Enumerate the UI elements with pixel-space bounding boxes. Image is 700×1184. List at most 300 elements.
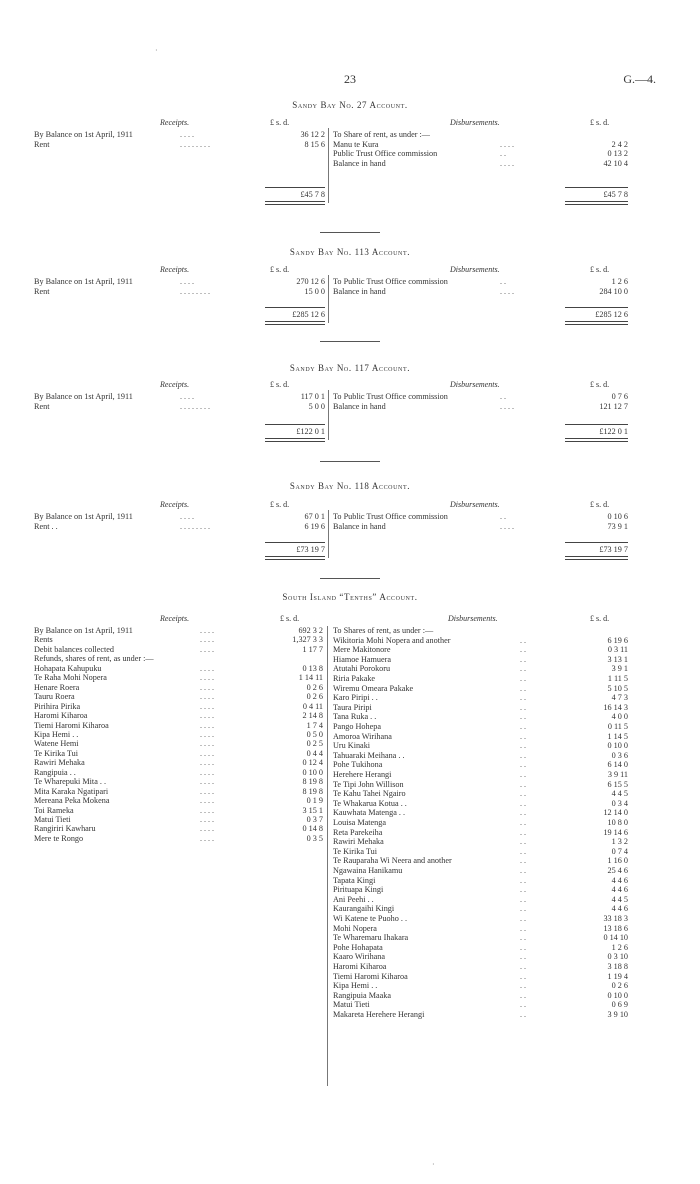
receipt-amount: 8 19 8 xyxy=(302,786,323,796)
total-double-rule xyxy=(565,201,628,205)
disbursement-line: Public Trust Office commission xyxy=(333,149,438,159)
disbursement-amount: 0 3 10 xyxy=(607,952,628,962)
lsd-header: £ s. d. xyxy=(280,614,300,623)
disbursement-leader: . . xyxy=(520,645,526,655)
disbursement-line: Reta Parekeiha xyxy=(333,827,383,837)
receipt-leader: . . . . xyxy=(200,777,214,787)
receipt-leader: . . . . xyxy=(200,729,214,739)
disbursement-amount: 121 12 7 xyxy=(599,401,628,411)
account-title: Sandy Bay No. 118 Account. xyxy=(289,481,411,491)
receipts-header: Receipts. xyxy=(160,118,190,127)
disbursement-leader: . . xyxy=(520,741,526,751)
lsd-header: £ s. d. xyxy=(270,500,290,509)
section-divider xyxy=(320,461,380,462)
disbursement-line: Manu te Kura xyxy=(333,139,379,149)
disbursement-line: Tana Ruka . . xyxy=(333,712,377,722)
disbursement-leader: . . . . xyxy=(500,401,514,411)
receipt-line: Rangipuia . . xyxy=(34,767,76,777)
receipt-amount: 0 1 9 xyxy=(306,796,323,806)
disbursement-leader: . . . . xyxy=(500,139,514,149)
disbursement-line: Herehere Herangi xyxy=(333,770,392,779)
disbursement-leader: . . xyxy=(500,149,506,159)
disbursement-amount: 0 3 4 xyxy=(611,798,628,808)
disbursements-header: Disbursements. xyxy=(450,265,500,274)
disbursement-leader: . . xyxy=(520,808,526,818)
receipt-line: Te Raha Mohi Nopera xyxy=(34,673,107,683)
disbursement-amount: 42 10 4 xyxy=(603,158,628,168)
receipt-line: Rent xyxy=(34,139,50,149)
receipt-line: Hohapata Kahupuku xyxy=(34,663,102,673)
section-divider xyxy=(320,578,380,579)
disbursement-amount: 4 4 5 xyxy=(611,789,628,799)
disbursement-line: Kauwhata Matenga . . xyxy=(333,808,406,818)
disbursement-line: Te Whakarua Kotua . . xyxy=(333,798,407,808)
disbursement-line: Rawiri Mehaka xyxy=(333,837,384,847)
disbursement-line: Ani Peehi . . xyxy=(333,894,374,904)
receipt-line: Kipa Hemi . . xyxy=(34,729,79,739)
receipt-line: Matui Tieti xyxy=(34,815,71,824)
disbursement-amount: 25 4 6 xyxy=(607,866,628,875)
receipt-leader: . . . . xyxy=(200,682,214,692)
receipt-leader: . . . . xyxy=(200,815,214,824)
receipts-total: £122 0 1 xyxy=(296,427,325,436)
column-divider xyxy=(327,626,328,1086)
total-rule xyxy=(265,542,325,543)
disbursement-amount: 0 2 6 xyxy=(611,981,628,991)
receipt-amount: 3 15 1 xyxy=(302,805,323,815)
receipt-leader: . . . . . . . . xyxy=(180,286,210,296)
receipt-amount: 8 19 8 xyxy=(302,777,323,787)
disbursement-leader: . . xyxy=(520,827,526,837)
disbursement-line: Mohi Nopera xyxy=(333,923,377,933)
receipt-leader: . . . . . . . . xyxy=(180,521,210,531)
receipt-leader: . . . . xyxy=(200,767,214,777)
receipt-leader: . . . . xyxy=(200,758,214,768)
disbursement-amount: 3 9 1 xyxy=(611,664,628,674)
disbursement-leader: . . xyxy=(520,914,526,923)
disbursement-line: Wi Katene te Puoho . . xyxy=(333,914,408,923)
receipt-line: Haromi Kiharoa xyxy=(34,711,88,721)
disbursement-leader: . . xyxy=(520,760,526,770)
receipt-line: By Balance on 1st April, 1911 xyxy=(34,626,133,635)
disbursement-amount: 3 18 8 xyxy=(607,962,628,971)
disbursement-line: Te Kahu Tahei Ngairo xyxy=(333,789,406,799)
disbursement-amount: 4 4 6 xyxy=(611,885,628,895)
page-speck: · xyxy=(432,1160,435,1169)
disbursement-leader: . . xyxy=(520,962,526,971)
disbursement-leader: . . xyxy=(520,683,526,693)
receipt-amount: 0 13 8 xyxy=(302,663,323,673)
receipt-leader: . . . . xyxy=(200,626,214,635)
receipt-leader: . . . . xyxy=(200,824,214,834)
disbursement-leader: . . xyxy=(520,990,526,1000)
total-double-rule xyxy=(265,438,325,442)
disbursement-amount: 16 14 3 xyxy=(603,702,628,712)
section-divider xyxy=(320,341,380,342)
disbursement-leader: . . xyxy=(520,846,526,856)
document-reference: G.—4. xyxy=(623,72,656,86)
disbursement-leader: . . xyxy=(520,904,526,914)
disbursement-amount: 1 2 6 xyxy=(611,942,628,952)
total-double-rule xyxy=(565,321,628,325)
disbursement-leader: . . xyxy=(520,798,526,808)
disbursement-amount: 6 19 6 xyxy=(607,635,628,645)
account-title: Sandy Bay No. 27 Account. xyxy=(292,100,408,110)
disbursement-leader: . . xyxy=(520,789,526,799)
disbursement-amount: 1 19 4 xyxy=(607,971,628,981)
account-title: Sandy Bay No. 117 Account. xyxy=(289,363,411,373)
disbursement-amount: 0 11 5 xyxy=(607,722,628,731)
disbursement-line: Rangipuia Maaka xyxy=(333,990,391,1000)
disbursement-amount: 3 9 10 xyxy=(607,1010,628,1019)
receipt-line: Rangiriri Kawharu xyxy=(34,824,96,834)
receipt-leader: . . . . xyxy=(200,635,214,645)
total-rule xyxy=(565,307,628,308)
receipt-leader: . . . . xyxy=(180,392,194,401)
disbursement-leader: . . xyxy=(520,674,526,683)
lsd-header: £ s. d. xyxy=(590,500,610,509)
disbursement-line: To Shares of rent, as under :— xyxy=(333,626,434,635)
total-rule xyxy=(565,187,628,188)
disbursement-amount: 0 3 6 xyxy=(611,750,628,760)
receipt-amount: 1,327 3 3 xyxy=(292,635,323,645)
disbursement-leader: . . xyxy=(500,277,506,286)
receipt-amount: 0 2 5 xyxy=(306,739,323,749)
receipt-leader: . . . . xyxy=(200,720,214,730)
disbursement-line: Kaaro Wirihana xyxy=(333,952,386,962)
disbursement-leader: . . xyxy=(520,664,526,674)
disbursement-line: Haromi Kiharoa xyxy=(333,962,387,971)
receipt-line: Refunds, shares of rent, as under :— xyxy=(34,654,154,664)
receipt-amount: 0 14 8 xyxy=(302,824,323,834)
receipt-line: Rawiri Mehaka xyxy=(34,758,85,768)
disbursement-line: Pohe Hohapata xyxy=(333,942,383,952)
disbursements-header: Disbursements. xyxy=(450,380,500,389)
disbursement-amount: 13 18 6 xyxy=(603,923,628,933)
disbursement-leader: . . xyxy=(520,933,526,943)
receipt-leader: . . . . xyxy=(200,786,214,796)
lsd-header: £ s. d. xyxy=(590,380,610,389)
disbursement-amount: 6 14 0 xyxy=(607,760,628,770)
receipt-amount: 15 0 0 xyxy=(304,286,325,296)
disbursement-amount: 1 16 0 xyxy=(607,856,628,866)
lsd-header: £ s. d. xyxy=(270,118,290,127)
receipt-line: Rent . . xyxy=(34,521,58,531)
disbursement-leader: . . xyxy=(520,779,526,789)
disbursement-leader: . . xyxy=(520,971,526,981)
disbursement-line: To Share of rent, as under :— xyxy=(333,130,430,139)
account-title: Sandy Bay No. 113 Account. xyxy=(289,247,411,257)
disbursement-amount: 4 4 5 xyxy=(611,894,628,904)
disbursement-leader: . . xyxy=(520,952,526,962)
receipts-header: Receipts. xyxy=(160,380,190,389)
disbursement-amount: 5 10 5 xyxy=(607,683,628,693)
receipt-line: By Balance on 1st April, 1911 xyxy=(34,277,133,286)
receipt-line: Tiemi Haromi Kiharoa xyxy=(34,720,109,730)
disbursement-leader: . . xyxy=(520,770,526,779)
receipt-leader: . . . . xyxy=(200,739,214,749)
disbursement-amount: 0 10 6 xyxy=(607,512,628,521)
page-speck: · xyxy=(155,46,158,55)
disbursement-amount: 2 4 2 xyxy=(611,139,628,149)
receipt-line: By Balance on 1st April, 1911 xyxy=(34,130,133,139)
disbursements-total: £45 7 8 xyxy=(603,190,628,199)
disbursement-line: Ngawaina Hanikamu xyxy=(333,866,403,875)
column-divider xyxy=(328,128,329,203)
receipt-amount: 8 15 6 xyxy=(304,139,325,149)
disbursement-line: Taura Piripi xyxy=(333,702,372,712)
disbursement-line: Karo Piripi . . xyxy=(333,693,378,703)
lsd-header: £ s. d. xyxy=(590,614,610,623)
receipt-amount: 0 2 6 xyxy=(306,692,323,702)
lsd-header: £ s. d. xyxy=(590,265,610,274)
receipt-line: Mereana Peka Mokena xyxy=(34,796,110,806)
lsd-header: £ s. d. xyxy=(590,118,610,127)
page-number: 23 xyxy=(344,72,356,86)
receipt-line: Watene Hemi xyxy=(34,739,79,749)
disbursement-amount: 4 4 6 xyxy=(611,875,628,885)
disbursement-line: Balance in hand xyxy=(333,286,386,296)
total-double-rule xyxy=(265,201,325,205)
disbursement-leader: . . xyxy=(520,856,526,866)
receipt-leader: . . . . xyxy=(180,130,194,139)
disbursement-amount: 284 10 0 xyxy=(599,286,628,296)
disbursement-line: Hiamoe Hamuera xyxy=(333,654,391,664)
disbursement-line: Wikitoria Mohi Nopera and another xyxy=(333,635,451,645)
disbursements-header: Disbursements. xyxy=(450,500,500,509)
receipt-line: By Balance on 1st April, 1911 xyxy=(34,512,133,521)
disbursement-amount: 19 14 6 xyxy=(603,827,628,837)
disbursement-line: Amoroa Wirihana xyxy=(333,731,392,741)
disbursement-amount: 1 2 6 xyxy=(611,277,628,286)
receipt-leader: . . . . . . . . xyxy=(180,401,210,411)
lsd-header: £ s. d. xyxy=(270,265,290,274)
disbursement-leader: . . xyxy=(520,1000,526,1010)
receipt-line: Pirihira Pirika xyxy=(34,701,81,711)
disbursement-amount: 4 0 0 xyxy=(611,712,628,722)
receipt-amount: 0 2 6 xyxy=(306,682,323,692)
disbursement-leader: . . xyxy=(500,512,506,521)
disbursement-line: To Public Trust Office commission xyxy=(333,512,448,521)
section-divider xyxy=(320,232,380,233)
disbursement-line: Tiemi Haromi Kiharoa xyxy=(333,971,408,981)
disbursement-leader: . . xyxy=(520,654,526,664)
total-rule xyxy=(265,187,325,188)
receipts-header: Receipts. xyxy=(160,614,190,623)
receipt-amount: 0 10 0 xyxy=(302,767,323,777)
disbursement-amount: 0 10 0 xyxy=(607,741,628,751)
disbursement-amount: 3 9 11 xyxy=(607,770,628,779)
total-rule xyxy=(265,424,325,425)
total-rule xyxy=(565,424,628,425)
disbursements-total: £285 12 6 xyxy=(595,310,628,319)
disbursement-leader: . . xyxy=(520,981,526,991)
disbursements-total: £73 19 7 xyxy=(599,545,628,554)
disbursement-line: Wiremu Omeara Pakake xyxy=(333,683,414,693)
disbursement-amount: 10 8 0 xyxy=(607,818,628,827)
disbursement-amount: 4 4 6 xyxy=(611,904,628,914)
disbursement-amount: 1 11 5 xyxy=(607,674,628,683)
receipt-line: Toi Rameka xyxy=(34,805,74,815)
total-double-rule xyxy=(265,321,325,325)
receipts-total: £45 7 8 xyxy=(300,190,325,199)
disbursements-total: £122 0 1 xyxy=(599,427,628,436)
disbursement-line: Mere Makitonore xyxy=(333,645,391,655)
receipt-line: Rent xyxy=(34,286,50,296)
disbursement-line: Atutahi Porokoru xyxy=(333,664,391,674)
disbursement-line: To Public Trust Office commission xyxy=(333,277,448,286)
receipt-amount: 36 12 2 xyxy=(300,130,325,139)
receipt-line: Rents xyxy=(34,635,53,645)
receipt-leader: . . . . xyxy=(200,748,214,758)
disbursement-line: Kipa Hemi . . xyxy=(333,981,378,991)
receipt-amount: 270 12 6 xyxy=(296,277,325,286)
receipts-total: £73 19 7 xyxy=(296,545,325,554)
total-double-rule xyxy=(265,556,325,560)
receipt-amount: 5 0 0 xyxy=(308,401,325,411)
receipt-leader: . . . . . . . . xyxy=(180,139,210,149)
disbursement-leader: . . . . xyxy=(500,158,514,168)
disbursement-line: Te Kirika Tui xyxy=(333,846,378,856)
receipts-header: Receipts. xyxy=(160,500,190,509)
receipt-leader: . . . . xyxy=(200,673,214,683)
disbursement-amount: 0 7 4 xyxy=(611,846,628,856)
disbursement-line: Balance in hand xyxy=(333,521,386,531)
disbursement-amount: 0 10 0 xyxy=(607,990,628,1000)
disbursement-leader: . . xyxy=(520,702,526,712)
receipt-amount: 1 7 4 xyxy=(306,720,323,730)
disbursement-amount: 73 9 1 xyxy=(607,521,628,531)
disbursement-amount: 0 6 9 xyxy=(611,1000,628,1010)
receipts-total: £285 12 6 xyxy=(292,310,325,319)
disbursement-line: Te Wharemaru Ihakara xyxy=(333,933,409,943)
disbursement-line: Pirituapa Kingi xyxy=(333,885,384,895)
disbursement-amount: 12 14 0 xyxy=(603,808,628,818)
receipt-leader: . . . . xyxy=(200,711,214,721)
disbursement-leader: . . xyxy=(520,722,526,731)
disbursement-amount: 0 7 6 xyxy=(611,392,628,401)
disbursement-line: Louisa Matenga xyxy=(333,818,386,827)
receipt-amount: 2 14 8 xyxy=(302,711,323,721)
receipt-line: Rent xyxy=(34,401,50,411)
disbursement-leader: . . xyxy=(520,942,526,952)
total-double-rule xyxy=(565,438,628,442)
receipt-amount: 67 0 1 xyxy=(304,512,325,521)
disbursement-line: Te Rauparaha Wi Neera and another xyxy=(333,856,452,866)
account-title: South Island “Tenths” Account. xyxy=(282,592,418,602)
disbursement-leader: . . xyxy=(520,923,526,933)
receipt-leader: . . . . xyxy=(200,663,214,673)
disbursement-leader: . . xyxy=(520,894,526,904)
receipt-line: Henare Roera xyxy=(34,682,80,692)
receipt-line: Mita Karaka Ngatipari xyxy=(34,786,109,796)
receipt-amount: 0 12 4 xyxy=(302,758,323,768)
lsd-header: £ s. d. xyxy=(270,380,290,389)
disbursement-line: Riria Pakake xyxy=(333,674,376,683)
disbursement-line: Matui Tieti xyxy=(333,1000,370,1010)
disbursement-line: Pango Hohepa xyxy=(333,722,381,731)
disbursement-line: To Public Trust Office commission xyxy=(333,392,448,401)
receipt-line: Tauru Roera xyxy=(34,692,75,702)
disbursement-line: Tahuaraki Meihana . . xyxy=(333,750,405,760)
disbursement-leader: . . . . xyxy=(500,521,514,531)
receipt-line: By Balance on 1st April, 1911 xyxy=(34,392,133,401)
receipts-header: Receipts. xyxy=(160,265,190,274)
total-rule xyxy=(265,307,325,308)
disbursement-amount: 0 3 11 xyxy=(607,645,628,655)
disbursement-amount: 0 14 10 xyxy=(603,933,628,943)
disbursement-leader: . . xyxy=(520,712,526,722)
disbursement-amount: 33 18 3 xyxy=(603,914,628,923)
disbursement-amount: 4 7 3 xyxy=(611,693,628,703)
total-double-rule xyxy=(565,556,628,560)
disbursement-leader: . . xyxy=(520,885,526,895)
receipt-leader: . . . . xyxy=(200,805,214,815)
disbursements-header: Disbursements. xyxy=(448,614,498,623)
disbursement-line: Te Tipi John Willison xyxy=(333,779,404,789)
disbursement-line: Balance in hand xyxy=(333,401,386,411)
disbursement-leader: . . xyxy=(520,875,526,885)
receipt-amount: 0 4 11 xyxy=(302,701,323,711)
receipt-leader: . . . . xyxy=(180,512,194,521)
disbursement-amount: 1 3 2 xyxy=(611,837,628,847)
column-divider xyxy=(328,390,329,440)
disbursement-leader: . . xyxy=(520,837,526,847)
disbursement-leader: . . xyxy=(520,866,526,875)
disbursement-line: Balance in hand xyxy=(333,158,386,168)
receipt-leader: . . . . xyxy=(200,701,214,711)
disbursement-line: Pohe Tukihona xyxy=(333,760,383,770)
receipt-line: Mere te Rongo xyxy=(34,833,84,843)
disbursement-amount: 6 15 5 xyxy=(607,779,628,789)
column-divider xyxy=(328,510,329,558)
disbursement-leader: . . xyxy=(520,693,526,703)
disbursement-line: Uru Kinaki xyxy=(333,741,371,751)
disbursement-leader: . . xyxy=(520,635,526,645)
receipt-amount: 0 3 5 xyxy=(306,833,323,843)
disbursement-leader: . . xyxy=(500,392,506,401)
disbursement-leader: . . xyxy=(520,818,526,827)
receipt-amount: 0 3 7 xyxy=(306,815,323,824)
disbursement-amount: 3 13 1 xyxy=(607,654,628,664)
receipt-amount: 1 14 11 xyxy=(298,673,323,683)
receipt-amount: 1 17 7 xyxy=(302,644,323,654)
receipt-amount: 0 4 4 xyxy=(306,748,323,758)
disbursement-line: Tapata Kingi xyxy=(333,875,376,885)
receipt-leader: . . . . xyxy=(200,644,214,654)
receipt-line: Te Kirika Tui xyxy=(34,748,79,758)
receipt-amount: 0 5 0 xyxy=(306,729,323,739)
disbursement-leader: . . . . xyxy=(500,286,514,296)
disbursement-line: Kaurangaihi Kingi xyxy=(333,904,395,914)
receipt-line: Debit balances collected xyxy=(34,644,115,654)
disbursement-line: Makareta Herehere Herangi xyxy=(333,1010,425,1019)
total-rule xyxy=(565,542,628,543)
column-divider xyxy=(328,275,329,323)
receipt-line: Te Wharepuki Mita . . xyxy=(34,777,107,787)
disbursement-leader: . . xyxy=(520,1010,526,1019)
receipt-leader: . . . . xyxy=(180,277,194,286)
receipt-amount: 117 0 1 xyxy=(300,392,325,401)
receipt-leader: . . . . xyxy=(200,833,214,843)
disbursement-amount: 0 13 2 xyxy=(607,149,628,159)
disbursement-leader: . . xyxy=(520,731,526,741)
disbursements-header: Disbursements. xyxy=(450,118,500,127)
disbursement-amount: 1 14 5 xyxy=(607,731,628,741)
disbursement-leader: . . xyxy=(520,750,526,760)
receipt-leader: . . . . xyxy=(200,796,214,806)
receipt-leader: . . . . xyxy=(200,692,214,702)
